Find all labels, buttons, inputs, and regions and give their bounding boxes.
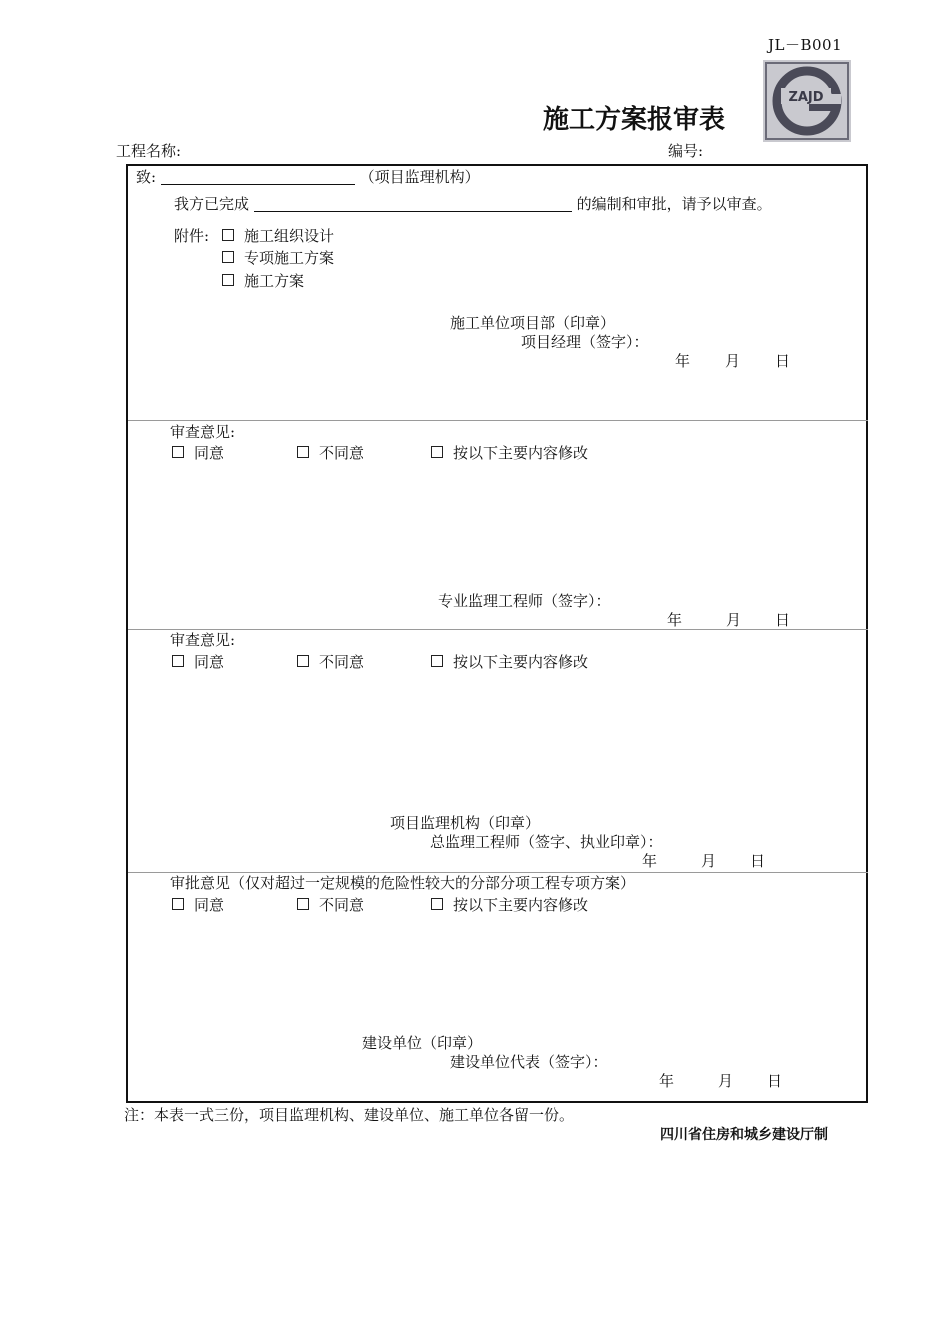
option-agree[interactable]: 同意 <box>172 898 224 913</box>
option-agree[interactable]: 同意 <box>172 446 224 461</box>
checkbox[interactable] <box>431 898 443 910</box>
option-modify[interactable]: 按以下主要内容修改 <box>431 655 588 670</box>
option-modify[interactable]: 按以下主要内容修改 <box>431 898 588 913</box>
option-agree[interactable]: 同意 <box>172 655 224 670</box>
checkbox[interactable] <box>172 655 184 667</box>
review-opinion-label: 审查意见: <box>170 423 236 441</box>
serial-label: 编号: <box>668 142 704 160</box>
issuer: 四川省住房和城乡建设厅制 <box>660 1127 828 1143</box>
checkbox[interactable] <box>172 446 184 458</box>
date-month: 月 <box>725 352 741 370</box>
checkbox[interactable] <box>222 251 234 263</box>
attachment-option-2[interactable]: 专项施工方案 <box>222 251 334 266</box>
chief-engineer-sign: 总监理工程师（签字、执业印章）： <box>430 833 663 851</box>
project-manager-sign: 项目经理（签字）： <box>521 333 649 351</box>
supervisor-engineer-sign: 专业监理工程师（签字）： <box>438 592 611 610</box>
checkbox[interactable] <box>297 898 309 910</box>
attachment-option-1[interactable]: 施工组织设计 <box>222 229 334 244</box>
option-disagree[interactable]: 不同意 <box>297 446 364 461</box>
date-month: 月 <box>701 852 717 870</box>
checkbox[interactable] <box>172 898 184 910</box>
divider-3 <box>128 872 868 873</box>
form-frame <box>126 164 868 1103</box>
checkbox[interactable] <box>222 274 234 286</box>
option-modify[interactable]: 按以下主要内容修改 <box>431 446 588 461</box>
form-code: JL－B001 <box>768 36 843 54</box>
date-day: 日 <box>750 852 766 870</box>
date-day: 日 <box>775 611 791 629</box>
completion-line <box>174 196 772 212</box>
attachments-label: 附件: <box>174 227 210 245</box>
checkbox[interactable] <box>222 229 234 241</box>
date-year: 年 <box>667 611 683 629</box>
divider-2 <box>128 629 868 630</box>
owner-representative-sign: 建设单位代表（签字）： <box>450 1053 608 1071</box>
to-blank[interactable] <box>161 169 355 185</box>
completion-suffix: 的编制和审批，请予以审查。 <box>576 195 772 213</box>
option-disagree[interactable]: 不同意 <box>297 898 364 913</box>
attachment-option-3[interactable]: 施工方案 <box>222 274 304 289</box>
date-year: 年 <box>659 1072 675 1090</box>
date-day: 日 <box>767 1072 783 1090</box>
checkbox[interactable] <box>297 446 309 458</box>
checkbox[interactable] <box>297 655 309 667</box>
date-year: 年 <box>642 852 658 870</box>
to-line <box>136 169 480 185</box>
contractor-unit-seal: 施工单位项目部（印章） <box>450 314 616 332</box>
date-month: 月 <box>726 611 742 629</box>
divider-1 <box>128 420 868 421</box>
date-day: 日 <box>775 352 791 370</box>
footer-note: 注：本表一式三份，项目监理机构、建设单位、施工单位各留一份。 <box>124 1106 575 1124</box>
checkbox[interactable] <box>431 655 443 667</box>
to-label: 致: <box>136 168 157 186</box>
approval-opinion-label: 审批意见（仅对超过一定规模的危险性较大的分部分项工程专项方案） <box>170 874 636 892</box>
option-disagree[interactable]: 不同意 <box>297 655 364 670</box>
plan-name-blank[interactable] <box>254 196 572 212</box>
completion-prefix: 我方已完成 <box>174 195 250 213</box>
checkbox[interactable] <box>431 446 443 458</box>
logo-text: ZAJD <box>788 90 824 105</box>
date-year: 年 <box>675 352 691 370</box>
page-title: 施工方案报审表 <box>543 105 726 135</box>
project-name-label: 工程名称: <box>116 142 182 160</box>
to-suffix: （项目监理机构） <box>359 168 480 186</box>
date-month: 月 <box>718 1072 734 1090</box>
review-opinion-label: 审查意见: <box>170 631 236 649</box>
supervision-org-seal: 项目监理机构（印章） <box>390 814 541 832</box>
zajd-logo <box>763 60 851 142</box>
owner-unit-seal: 建设单位（印章） <box>362 1034 483 1052</box>
